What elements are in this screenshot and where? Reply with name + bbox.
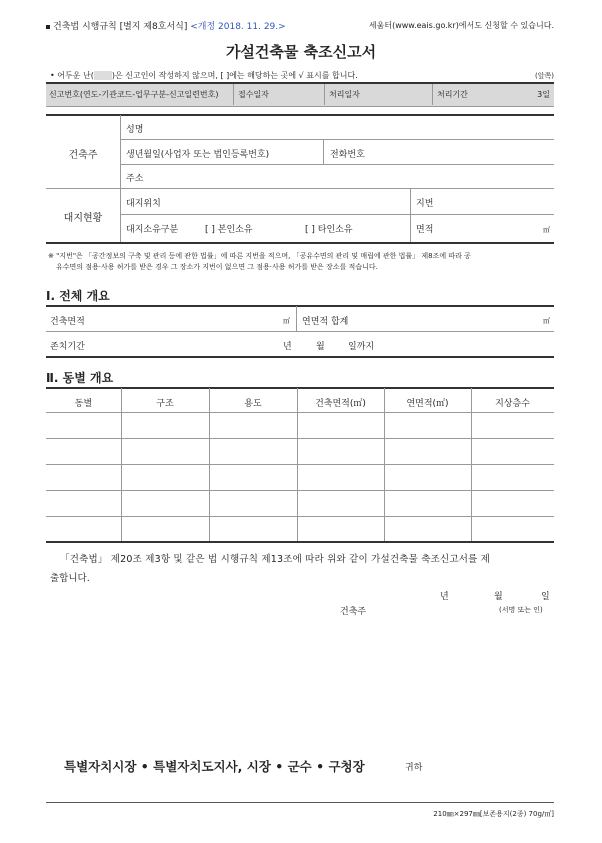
page-side-label: (앞쪽) <box>535 72 554 80</box>
signer-label: 건축주 <box>340 607 367 617</box>
page-title: 가설건축물 축조신고서 <box>225 43 377 61</box>
declaration-year: 년 <box>440 592 449 602</box>
law-reference: 건축법 시행규칙 [별지 제8호서식] <개정 2018. 11. 29.> <box>46 19 286 32</box>
total-floor-area-unit: ㎡ <box>543 317 550 325</box>
owner-name-label: 성명 <box>126 125 144 135</box>
declaration-day: 일 <box>541 592 550 602</box>
square-bullet-icon <box>46 25 50 29</box>
process-period-label: 처리기간 <box>437 90 468 99</box>
site-ownership-label: 대지소유구분 <box>126 225 179 235</box>
own-ownership-checkbox[interactable]: [ ] 본인소유 <box>205 225 253 235</box>
column-header-building-area: 건축면적(㎡) <box>315 399 366 409</box>
owner-address-label: 주소 <box>126 174 144 184</box>
column-header-floors: 지상층수 <box>495 399 530 409</box>
declaration-month: 월 <box>494 592 503 602</box>
declaration-line2: 출합니다. <box>50 573 90 584</box>
owner-phone-label: 전화번호 <box>330 150 365 160</box>
site-location-label: 대지위치 <box>126 199 161 209</box>
receipt-date-label: 접수일자 <box>238 90 269 99</box>
table-row <box>46 516 554 517</box>
column-header-floor-area: 연면적(㎡) <box>406 399 449 409</box>
duration-year-unit: 년 <box>283 342 292 352</box>
table-row <box>46 490 554 491</box>
duration-label: 존치기간 <box>50 342 85 352</box>
column-header-use: 용도 <box>244 399 262 409</box>
signature-note: (서명 또는 인) <box>499 606 543 614</box>
declaration-line1: 「건축법」 제20조 제3항 및 같은 법 시행규칙 제13조에 따라 위와 같이 가설건축물 축조신고서를 제 <box>60 554 491 565</box>
process-period-value: 3일 <box>537 90 550 99</box>
building-area-label: 건축면적 <box>50 317 85 327</box>
table-row <box>46 464 554 465</box>
other-ownership-checkbox[interactable]: [ ] 타인소유 <box>305 225 353 235</box>
overview-heading: Ⅰ. 전체 개요 <box>46 289 110 303</box>
site-area-label: 면적 <box>416 225 434 235</box>
revision-date: <개정 2018. 11. 29.> <box>190 22 286 32</box>
site-area-unit: ㎡ <box>543 226 550 234</box>
recipient-name: 특별자치시장 • 특별자치도지사, 시장 • 군수 • 구청장 <box>64 759 365 774</box>
owner-section-label: 건축주 <box>68 150 98 161</box>
lot-note-line2: 유수면의 점용·사용 허가를 받은 경우 그 장소가 지번이 없으면 그 점용·사용 허가를 받은 장소를 적습니다. <box>56 263 378 271</box>
site-section-label: 대지현황 <box>63 213 103 224</box>
owner-birth-label: 생년월일(사업자 또는 법인등록번호) <box>126 150 270 160</box>
building-area-unit: ㎡ <box>283 317 290 325</box>
site-lot-label: 지번 <box>416 199 434 209</box>
column-header-structure: 구조 <box>156 399 174 409</box>
receipt-number-label: 신고번호(연도-기관코드-업무구분-신고일련번호) <box>49 90 219 99</box>
online-note: 세움터(www.eais.go.kr)에서도 신청할 수 있습니다. <box>368 21 554 30</box>
duration-until-label: 일까지 <box>348 342 375 352</box>
shaded-box-sample <box>94 71 112 80</box>
lot-note-line1: ※ "지번"은 「공간정보의 구축 및 관리 등에 관한 법률」에 따른 지번을 적으며, 「공유수면의 관리 및 매립에 관한 법률」 제8조에 따라 공 <box>48 252 471 260</box>
buildings-heading: Ⅱ. 동별 개요 <box>46 371 114 385</box>
table-row <box>46 438 554 439</box>
instruction: • 어두운 난( )은 신고인이 작성하지 않으며, [ ]에는 해당하는 곳에 √ 표시를 합니다. <box>50 71 358 80</box>
recipient-suffix: 귀하 <box>405 763 423 773</box>
process-date-label: 처리일자 <box>329 90 360 99</box>
paper-spec: 210㎜×297㎜[보존용지(2종) 70g/㎡] <box>433 810 554 818</box>
total-floor-area-label: 연면적 합계 <box>302 317 349 327</box>
column-header-building: 동별 <box>74 399 93 409</box>
duration-month-unit: 월 <box>316 342 325 352</box>
